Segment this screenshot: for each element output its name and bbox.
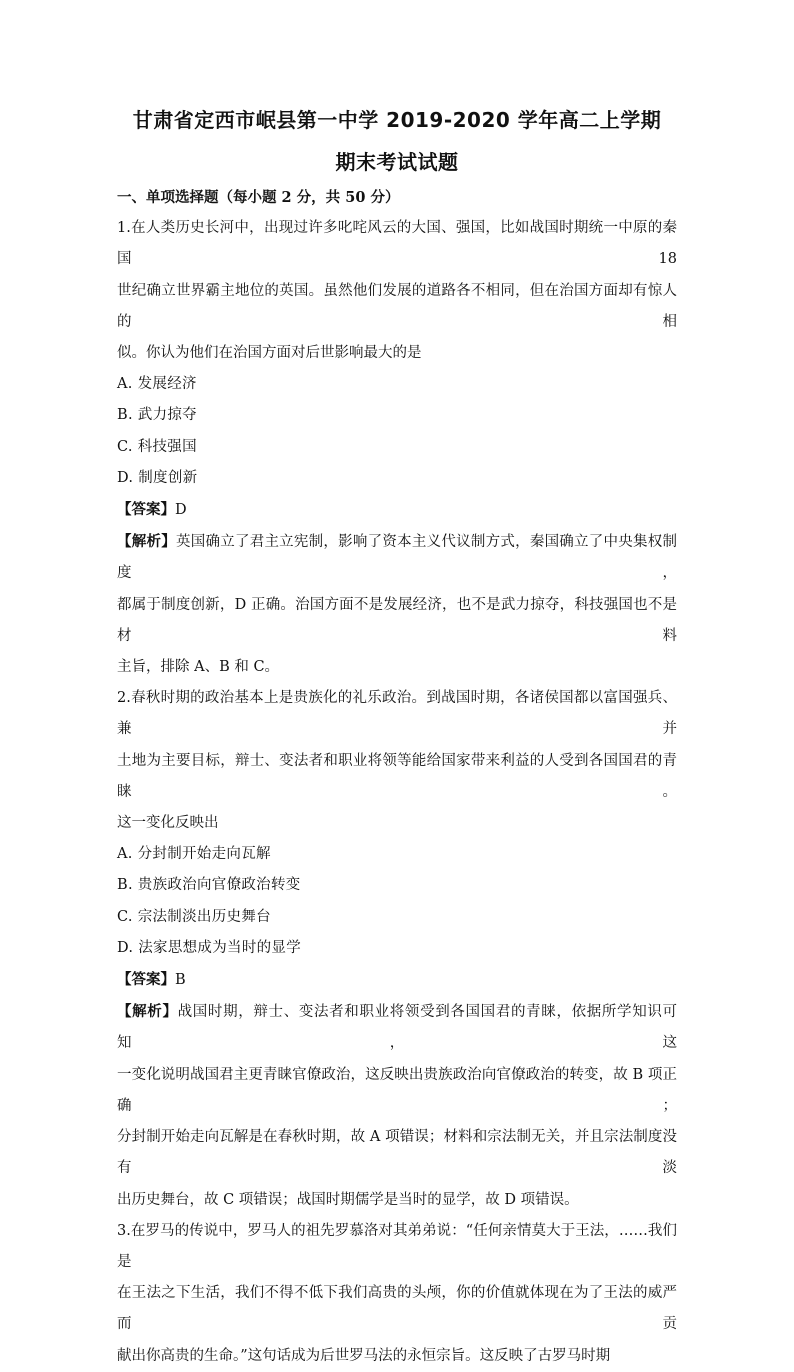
document-title-line-2: 期末考试试题 bbox=[335, 150, 459, 174]
option-d: D. 制度创新 bbox=[117, 469, 198, 486]
analysis-text: 战国时期，辩士、变法者和职业将领受到各国国君的青睐，依据所学知识可知，这 bbox=[117, 1004, 678, 1052]
question-stem-line: 这一变化反映出 bbox=[117, 815, 219, 832]
option-c: C. 科技强国 bbox=[117, 438, 197, 455]
answer-line bbox=[117, 494, 677, 526]
question-stem-line: 献出你高贵的生命。”这句话成为后世罗马法的永恒宗旨。这反映了古罗马时期 bbox=[117, 1347, 611, 1364]
analysis-line: 一变化说明战国君主更青睐官僚政治，这反映出贵族政治向官僚政治的转变，故 B 项正确； bbox=[117, 1066, 677, 1114]
option-b: B. 武力掠夺 bbox=[117, 407, 197, 424]
question-2 bbox=[117, 683, 677, 1215]
analysis-line: 出历史舞台，故 C 项错误；战国时期儒学是当时的显学，故 D 项错误。 bbox=[117, 1191, 579, 1208]
analysis-line: 分封制开始走向瓦解是在春秋时期，故 A 项错误；材料和宗法制无关，并且宗法制度没有淡 bbox=[117, 1129, 677, 1177]
analysis-text: 英国确立了君主立宪制，影响了资本主义代议制方式，秦国确立了中央集权制度， bbox=[117, 534, 678, 582]
answer-line bbox=[117, 964, 677, 996]
analysis-line bbox=[117, 996, 677, 1059]
document-body bbox=[117, 182, 677, 1372]
option-b: B. 贵族政治向官僚政治转变 bbox=[117, 877, 301, 894]
analysis-label: 【解析】 bbox=[117, 533, 176, 551]
question-stem-line: 在王法之下生活，我们不得不低下我们高贵的头颅，你的价值就体现在为了王法的威严而贡 bbox=[117, 1285, 677, 1333]
analysis-line: 都属于制度创新，D 正确。治国方面不是发展经济，也不是武力掠夺，科技强国也不是材料 bbox=[117, 596, 677, 644]
question-stem-line: 世纪确立世界霸主地位的英国。虽然他们发展的道路各不相同，但在治国方面却有惊人的相 bbox=[117, 282, 677, 330]
answer-label: 【答案】 bbox=[117, 971, 175, 989]
question-1 bbox=[117, 213, 677, 683]
option-a: A. 发展经济 bbox=[117, 376, 197, 393]
answer-value: B bbox=[175, 972, 186, 989]
option-d: D. 法家思想成为当时的显学 bbox=[117, 939, 302, 956]
answer-value: D bbox=[175, 502, 187, 519]
question-stem-line: 2.春秋时期的政治基本上是贵族化的礼乐政治。到战国时期，各诸侯国都以富国强兵、兼并 bbox=[117, 690, 677, 738]
question-stem-line: 1.在人类历史长河中，出现过许多叱咤风云的大国、强国，比如战国时期统一中原的秦国 18 bbox=[117, 220, 677, 268]
question-stem-line: 土地为主要目标，辩士、变法者和职业将领等能给国家带来利益的人受到各国国君的青睐。 bbox=[117, 752, 677, 800]
question-stem-line: 似。你认为他们在治国方面对后世影响最大的是 bbox=[117, 345, 422, 362]
question-3 bbox=[117, 1216, 677, 1372]
analysis-line bbox=[117, 526, 677, 589]
question-stem-line: 3.在罗马的传说中，罗马人的祖先罗慕洛对其弟弟说：“任何亲情莫大于王法，……我们是 bbox=[117, 1222, 677, 1270]
analysis-line: 主旨，排除 A、B 和 C。 bbox=[117, 659, 280, 676]
analysis-label: 【解析】 bbox=[117, 1003, 178, 1021]
answer-label: 【答案】 bbox=[117, 501, 175, 519]
section-heading: 一、单项选择题（每小题 2 分，共 50 分） bbox=[117, 189, 400, 206]
option-c: C. 宗法制淡出历史舞台 bbox=[117, 908, 271, 925]
option-a: A. 分封制开始走向瓦解 bbox=[117, 846, 271, 863]
document-title-line-1: 甘肃省定西市岷县第一中学 2019-2020 学年高二上学期 bbox=[132, 108, 662, 132]
